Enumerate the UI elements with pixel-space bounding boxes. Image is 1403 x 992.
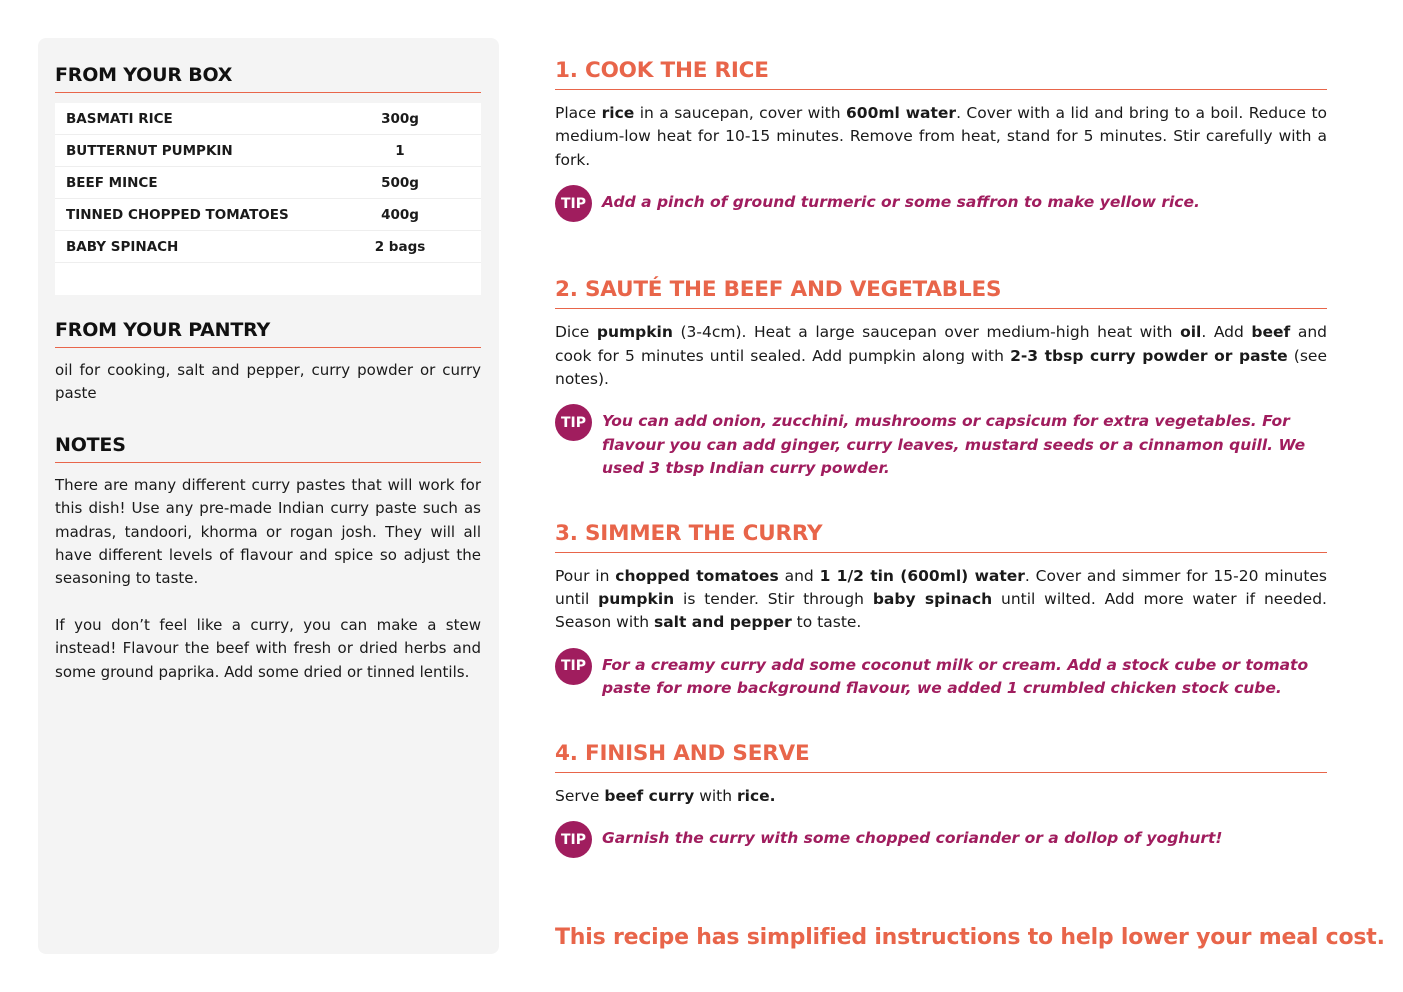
pantry-text: oil for cooking, salt and pepper, curry powder or curry paste [55, 361, 481, 403]
ingredient-name: BUTTERNUT PUMPKIN [66, 142, 233, 159]
body-text: Pour in [555, 566, 616, 585]
emphasis-text: rice [601, 104, 635, 122]
ingredient-name: BEEF MINCE [66, 174, 158, 191]
from-your-box-heading: FROM YOUR BOX [55, 64, 481, 93]
step-text [555, 321, 1327, 391]
emphasis-text: pumpkin [598, 590, 675, 609]
emphasis-text: 2-3 tbsp curry powder or paste [1010, 346, 1288, 365]
tip [555, 405, 1327, 480]
body-text: . Add [1201, 323, 1252, 342]
tip-text: For a creamy curry add some coconut milk or cream. Add a stock cube or tomato paste for more background flavour, we added 1 crumbled chicken stock cube. [602, 655, 1309, 698]
tip [555, 822, 1327, 858]
ingredient-qty: 500g [381, 174, 419, 191]
ingredient-qty: 300g [381, 110, 419, 127]
tip-text: Add a pinch of ground turmeric or some saffron to make yellow rice. [602, 193, 1200, 212]
body-text: is tender. Stir through [674, 590, 873, 609]
ingredient-qty: 400g [381, 206, 419, 223]
step-heading: 2. SAUTÉ THE BEEF AND VEGETABLES [555, 277, 1327, 309]
notes-paragraph: There are many different curry pastes that will work for this dish! Use any pre-made Indian curry paste such as madras, tandoori, khorma or rogan josh. They will all have different levels of flavour and spice so adjust the seasoning to taste. [55, 475, 481, 588]
step-heading: 4. FINISH AND SERVE [555, 741, 1327, 773]
body-text: . Cover with a lid and bring to a boil. Reduce to medium-low heat for 10-15 minutes. Remove from heat, stand for 5 minutes. Stir carefully with a fork. [555, 104, 1328, 169]
step-text [555, 785, 1327, 808]
tip-text: Garnish the curry with some chopped coriander or a dollop of yoghurt! [602, 829, 1223, 848]
from-your-pantry-heading: FROM YOUR PANTRY [55, 319, 481, 348]
footer-note: This recipe has simplified instructions to help lower your meal cost. [555, 925, 1385, 950]
ingredient-row [55, 167, 481, 199]
ingredient-row [55, 135, 481, 167]
tip-badge-icon: TIP [555, 648, 592, 685]
ingredient-row-empty [55, 263, 481, 293]
ingredient-qty: 2 bags [374, 238, 426, 255]
step-4 [555, 741, 1327, 858]
body-text: with [694, 786, 738, 805]
emphasis-text: beef curry [604, 786, 695, 805]
body-text: . Cover and simmer for 15-20 minutes until [555, 566, 1328, 609]
body-text: and cook for 5 minutes until sealed. Add pumpkin along with [555, 323, 1327, 365]
emphasis-text: 1 1/2 tin (600ml) water [819, 566, 1025, 585]
ingredient-name: BASMATI RICE [66, 110, 173, 127]
ingredients-table [55, 103, 481, 295]
body-text: until wilted. Add more water if needed. Season with [555, 590, 1327, 632]
step-1 [555, 58, 1327, 222]
body-text: Dice [555, 323, 597, 342]
emphasis-text: pumpkin [596, 323, 673, 342]
ingredient-row [55, 103, 481, 135]
step-3 [555, 521, 1327, 701]
notes-heading: NOTES [55, 434, 481, 463]
body-text: Place [555, 104, 602, 122]
step-text [555, 565, 1327, 635]
method-column [555, 58, 1327, 858]
emphasis-text: baby spinach [872, 590, 993, 609]
emphasis-text: rice. [737, 786, 776, 805]
tip [555, 649, 1327, 701]
body-text: Serve [555, 786, 605, 805]
body-text: in a saucepan, cover with [634, 104, 846, 122]
ingredient-qty: 1 [395, 142, 405, 159]
ingredient-row [55, 199, 481, 231]
tip-badge-icon: TIP [555, 821, 592, 858]
step-2 [555, 277, 1327, 480]
tip-badge-icon: TIP [555, 185, 592, 222]
ingredient-row [55, 231, 481, 263]
tip-badge-icon: TIP [555, 404, 592, 441]
step-heading: 1. COOK THE RICE [555, 58, 1327, 90]
emphasis-text: 600ml water [846, 104, 957, 122]
body-text: (3-4cm). Heat a large saucepan over medium-high heat with [672, 323, 1181, 342]
ingredient-name: TINNED CHOPPED TOMATOES [66, 206, 289, 223]
notes-paragraph: If you don’t feel like a curry, you can make a stew instead! Flavour the beef with fresh or dried herbs and some ground paprika. Add some dried or tinned lentils. [55, 615, 481, 681]
tip-text: You can add onion, zucchini, mushrooms or capsicum for extra vegetables. For flavour you can add ginger, curry leaves, mustard seeds or a cinnamon quill. We used 3 tbsp Indian curry powder. [602, 412, 1306, 478]
ingredients-panel [38, 38, 499, 954]
ingredient-name: BABY SPINACH [66, 238, 179, 255]
emphasis-text: oil [1180, 323, 1202, 342]
body-text: to taste. [791, 613, 862, 632]
body-text: and [778, 566, 820, 585]
tip [555, 186, 1327, 222]
emphasis-text: chopped tomatoes [615, 566, 779, 585]
emphasis-text: salt and pepper [654, 613, 792, 632]
body-text: (see notes). [555, 346, 1328, 389]
emphasis-text: beef [1251, 323, 1291, 342]
step-heading: 3. SIMMER THE CURRY [555, 521, 1327, 553]
step-text [555, 102, 1327, 172]
